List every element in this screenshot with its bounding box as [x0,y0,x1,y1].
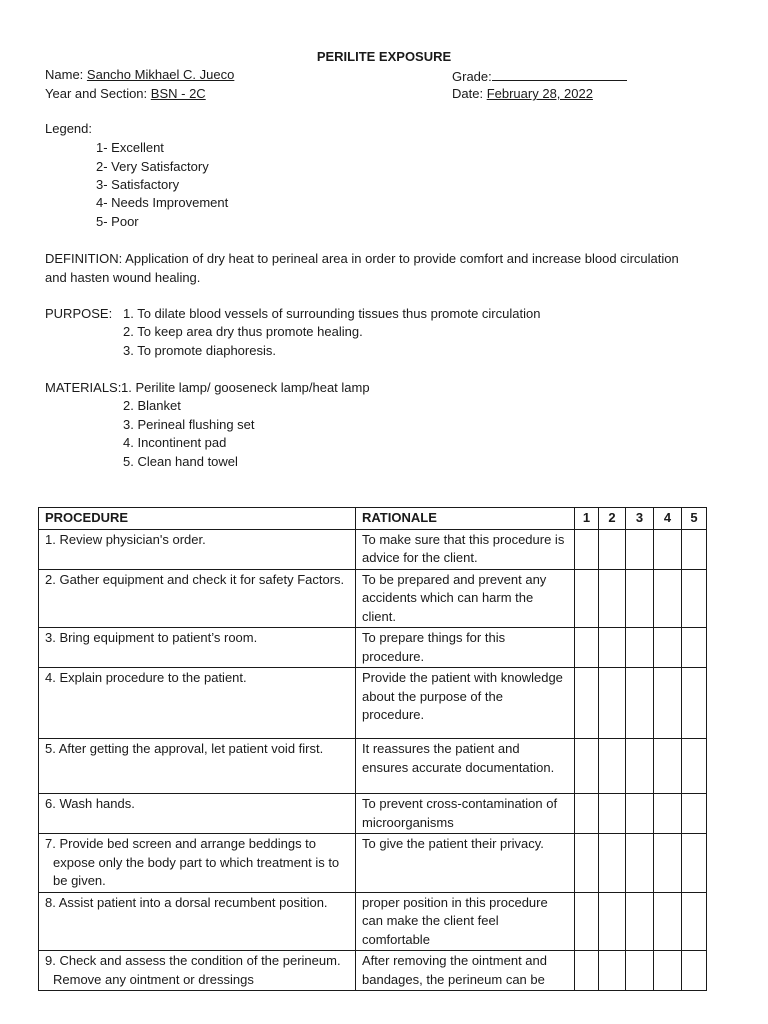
date-value: February 28, 2022 [486,86,593,101]
score-cell-3[interactable] [626,668,654,739]
score-cell-4[interactable] [654,628,682,668]
year-section-line [45,85,206,103]
score-cell-4[interactable] [654,529,682,569]
score-cell-2[interactable] [599,951,626,991]
score-header-4: 4 [654,508,682,530]
procedure-table [38,507,707,991]
score-cell-4[interactable] [654,951,682,991]
score-cell-2[interactable] [599,794,626,834]
grade-blank [492,66,627,81]
rationale-cell: It reassures the patient and ensures accurate documentation. [356,739,575,794]
score-cell-5[interactable] [682,628,707,668]
score-cell-4[interactable] [654,794,682,834]
score-cell-1[interactable] [575,892,599,951]
score-header-3: 3 [626,508,654,530]
purpose-item: 3. To promote diaphoresis. [123,343,276,358]
legend-item: 1- Excellent [96,140,164,155]
score-cell-1[interactable] [575,569,599,628]
score-cell-2[interactable] [599,529,626,569]
procedure-cell: 4. Explain procedure to the patient. [39,668,356,739]
score-cell-4[interactable] [654,668,682,739]
year-section-label: Year and Section: [45,86,148,101]
score-cell-3[interactable] [626,951,654,991]
table-row [39,794,707,834]
score-cell-3[interactable] [626,739,654,794]
grade-label: Grade: [452,69,492,84]
date-label: Date: [452,86,484,101]
score-cell-4[interactable] [654,569,682,628]
table-row [39,951,707,991]
rationale-cell: To prepare things for this procedure. [356,628,575,668]
procedure-cell: 1. Review physician's order. [39,529,356,569]
materials-item: 3. Perineal flushing set [123,417,255,432]
score-cell-5[interactable] [682,668,707,739]
purpose-item: 2. To keep area dry thus promote healing. [123,324,363,339]
procedure-cell: 2. Gather equipment and check it for safety Factors. [39,569,356,628]
name-label: Name: [45,67,84,82]
score-cell-5[interactable] [682,794,707,834]
legend-item: 4- Needs Improvement [96,195,229,210]
procedure-cell: 3. Bring equipment to patient’s room. [39,628,356,668]
name-value: Sancho Mikhael C. Jueco [86,67,235,82]
definition-text-cont: and hasten wound healing. [45,270,201,285]
table-row [39,739,707,794]
table-row [39,834,707,893]
score-cell-5[interactable] [682,834,707,893]
table-row [39,892,707,951]
materials-label: MATERIALS: [45,380,122,395]
definition-text: DEFINITION: Application of dry heat to perineal area in order to provide comfort and increase blood circulation [45,251,679,266]
purpose-item: 1. To dilate blood vessels of surrounding tissues thus promote circulation [123,306,541,321]
score-cell-4[interactable] [654,892,682,951]
score-cell-5[interactable] [682,569,707,628]
score-cell-1[interactable] [575,529,599,569]
procedure-cell: 5. After getting the approval, let patient void first. [39,739,356,794]
score-cell-1[interactable] [575,739,599,794]
score-cell-3[interactable] [626,892,654,951]
procedure-cell: 6. Wash hands. [39,794,356,834]
procedure-header: PROCEDURE [39,508,356,530]
name-line [45,66,234,84]
score-cell-3[interactable] [626,628,654,668]
rationale-cell: To give the patient their privacy. [356,834,575,893]
score-cell-1[interactable] [575,951,599,991]
rationale-header: RATIONALE [356,508,575,530]
score-cell-1[interactable] [575,794,599,834]
year-section-value: BSN - 2C [150,86,206,101]
score-cell-4[interactable] [654,739,682,794]
rationale-cell: Provide the patient with knowledge about the purpose of the procedure. [356,668,575,739]
score-cell-2[interactable] [599,834,626,893]
rationale-cell: After removing the ointment and bandages, the perineum can be [356,951,575,991]
score-cell-1[interactable] [575,628,599,668]
procedure-cell: 9. Check and assess the condition of the perineum. Remove any ointment or dressings [39,951,356,991]
table-row [39,668,707,739]
materials-item: 5. Clean hand towel [123,454,238,469]
rationale-cell: To be prepared and prevent any accidents which can harm the client. [356,569,575,628]
table-row [39,628,707,668]
page-title: PERILITE EXPOSURE [316,49,452,64]
score-cell-2[interactable] [599,668,626,739]
score-cell-2[interactable] [599,569,626,628]
score-cell-3[interactable] [626,834,654,893]
score-cell-3[interactable] [626,794,654,834]
score-cell-2[interactable] [599,739,626,794]
score-cell-5[interactable] [682,739,707,794]
score-cell-2[interactable] [599,628,626,668]
date-line [452,85,593,103]
score-cell-5[interactable] [682,529,707,569]
score-cell-5[interactable] [682,892,707,951]
score-cell-1[interactable] [575,834,599,893]
score-cell-1[interactable] [575,668,599,739]
rationale-cell: proper position in this procedure can make the client feel comfortable [356,892,575,951]
grade-line [452,66,627,86]
procedure-cell: 7. Provide bed screen and arrange beddings to expose only the body part to which treatment is to be given. [39,834,356,893]
rationale-cell: To prevent cross-contamination of microorganisms [356,794,575,834]
score-header-5: 5 [682,508,707,530]
score-cell-3[interactable] [626,529,654,569]
materials-item: 4. Incontinent pad [123,435,227,450]
table-header-row [39,508,707,530]
table-row [39,569,707,628]
procedure-cell: 8. Assist patient into a dorsal recumbent position. [39,892,356,951]
score-cell-2[interactable] [599,892,626,951]
materials-item: 2. Blanket [123,398,181,413]
table-row [39,529,707,569]
purpose-label: PURPOSE: [45,306,113,321]
rationale-cell: To make sure that this procedure is advice for the client. [356,529,575,569]
legend-label: Legend: [45,121,92,136]
score-cell-3[interactable] [626,569,654,628]
legend-item: 2- Very Satisfactory [96,159,209,174]
score-cell-4[interactable] [654,834,682,893]
score-header-2: 2 [599,508,626,530]
materials-item: 1. Perilite lamp/ gooseneck lamp/heat lamp [121,380,370,395]
score-cell-5[interactable] [682,951,707,991]
legend-item: 5- Poor [96,214,139,229]
legend-item: 3- Satisfactory [96,177,180,192]
score-header-1: 1 [575,508,599,530]
